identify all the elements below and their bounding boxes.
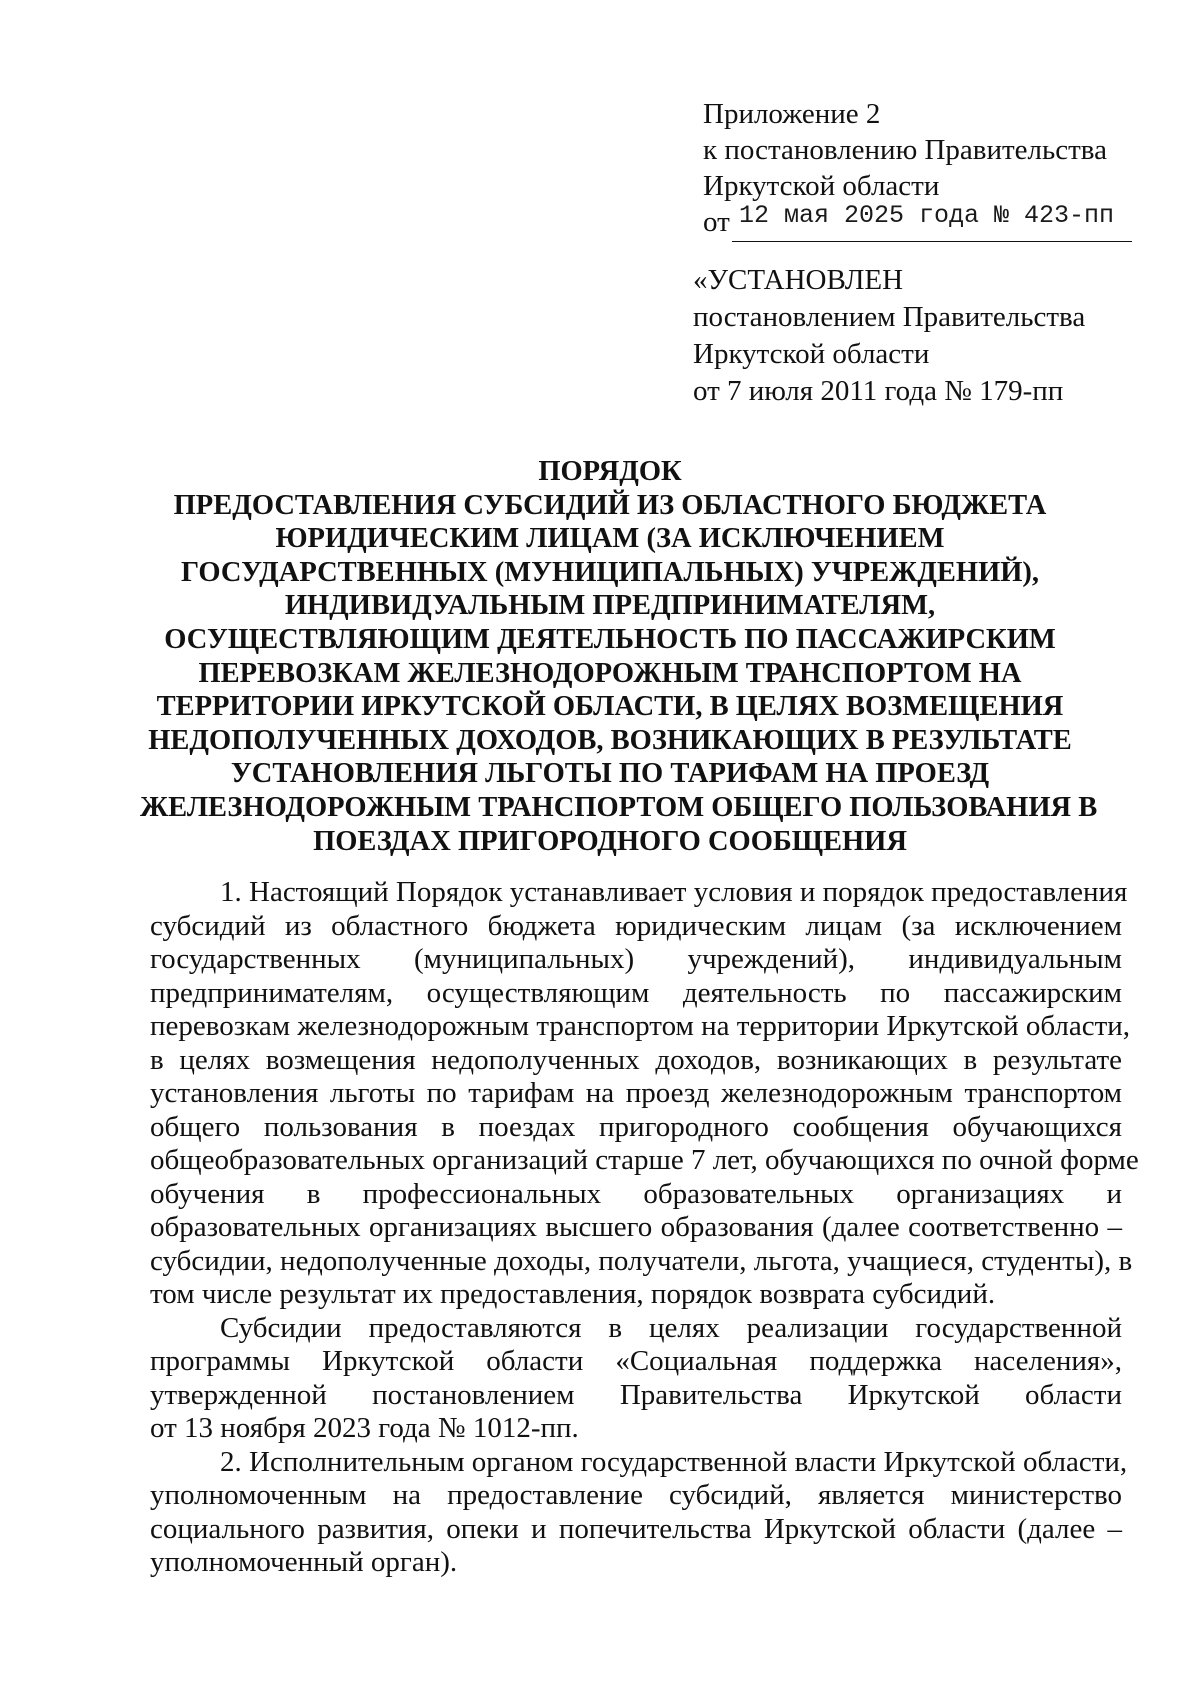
paragraph-2 [150,1312,1122,1446]
text-line: обучения в профессиональных образовательных организациях и [150,1177,1122,1210]
appendix-date-prefix: от [703,206,730,238]
text-line: предпринимателям, осуществляющим деятельность по пассажирским [150,976,1122,1009]
text-line: субсидий из областного бюджета юридическим лицам (за исключением [150,909,1122,942]
text-line: образовательных организациях высшего образования (далее соответственно – [150,1211,1122,1243]
text-line: Субсидии предоставляются в целях реализации государственной [220,1311,1122,1344]
title-line: УСТАНОВЛЕНИЯ ЛЬГОТЫ ПО ТАРИФАМ НА ПРОЕЗД [230,758,990,790]
title-line: ПРЕДОСТАВЛЕНИЯ СУБСИДИЙ ИЗ ОБЛАСТНОГО БЮДЖЕТА [173,489,1047,521]
text-line: субсидии, недополученные доходы, получатели, льгота, учащиеся, студенты), в [150,1244,1133,1277]
title-line: ОСУЩЕСТВЛЯЮЩИМ ДЕЯТЕЛЬНОСТЬ ПО ПАССАЖИРСКИМ [164,623,1056,655]
text-line: перевозкам железнодорожным транспортом на территории Иркутской области, [150,1010,1131,1042]
title-line: ТЕРРИТОРИИ ИРКУТСКОЙ ОБЛАСТИ, В ЦЕЛЯХ ВОЗМЕЩЕНИЯ [156,691,1064,723]
text-line: уполномоченным на предоставление субсидий, является министерство [150,1479,1122,1511]
established-line-4: от 7 июля 2011 года № 179-пп [693,375,1064,407]
appendix-date-line [703,201,1143,240]
established-line-2: постановлением Правительства [693,301,1086,333]
text-line: в целях возмещения недополученных доходов, возникающих в результате [150,1043,1122,1076]
title-line: ПЕРЕВОЗКАМ ЖЕЛЕЗНОДОРОЖНЫМ ТРАНСПОРТОМ НА [198,657,1022,689]
document-body [150,876,1139,1580]
title-line: ИНДИВИДУАЛЬНЫМ ПРЕДПРИНИМАТЕЛЯМ, [284,590,936,622]
appendix-line-3: Иркутской области [703,170,940,202]
text-line: общего пользования в поездах пригородного сообщения обучающихся [150,1110,1122,1143]
text-line: утвержденной постановлением Правительства Иркутской области [150,1378,1122,1411]
title-line: ПОРЯДОК [538,456,682,487]
title-line: ПОЕЗДАХ ПРИГОРОДНОГО СООБЩЕНИЯ [313,825,907,857]
established-line-1: «УСТАНОВЛЕН [693,264,904,296]
appendix-line-2: к постановлению Правительства [703,134,1107,166]
appendix-block [703,96,1143,240]
appendix-date-typed: 12 мая 2025 года № 423-пп [739,201,1115,230]
text-line: том числе результат их предоставления, порядок возврата субсидий. [150,1278,996,1310]
text-line: от 13 ноября 2023 года № 1012-пп. [150,1412,579,1444]
title-line: ГОСУДАРСТВЕННЫХ (МУНИЦИПАЛЬНЫХ) УЧРЕЖДЕНИЙ), [180,556,1040,588]
text-line: социального развития, опеки и попечительства Иркутской области (далее – [150,1512,1122,1545]
title-line: ЖЕЛЕЗНОДОРОЖНЫМ ТРАНСПОРТОМ ОБЩЕГО ПОЛЬЗОВАНИЯ В [140,791,1098,823]
title-line: НЕДОПОЛУЧЕННЫХ ДОХОДОВ, ВОЗНИКАЮЩИХ В РЕЗУЛЬТАТЕ [148,724,1072,756]
text-line: общеобразовательных организаций старше 7 лет, обучающихся по очной форме [150,1144,1139,1176]
text-line: уполномоченный орган). [150,1546,458,1578]
text-line: программы Иркутской области «Социальная поддержка населения», [150,1345,1122,1377]
text-line: 2. Исполнительным органом государственной власти Иркутской области, [220,1445,1128,1478]
text-line: государственных (муниципальных) учреждений), индивидуальным [150,943,1122,975]
text-line: 1. Настоящий Порядок устанавливает условия и порядок предоставления [220,876,1128,908]
established-line-3: Иркутской области [693,338,930,370]
title-line: ЮРИДИЧЕСКИМ ЛИЦАМ (ЗА ИСКЛЮЧЕНИЕМ [275,523,945,555]
established-block [693,262,1153,410]
appendix-line-1: Приложение 2 [703,98,881,130]
paragraph-1 [150,876,1139,1312]
text-line: установления льготы по тарифам на проезд железнодорожным транспортом [150,1077,1122,1109]
paragraph-3 [150,1445,1128,1580]
document-title [140,455,1098,858]
